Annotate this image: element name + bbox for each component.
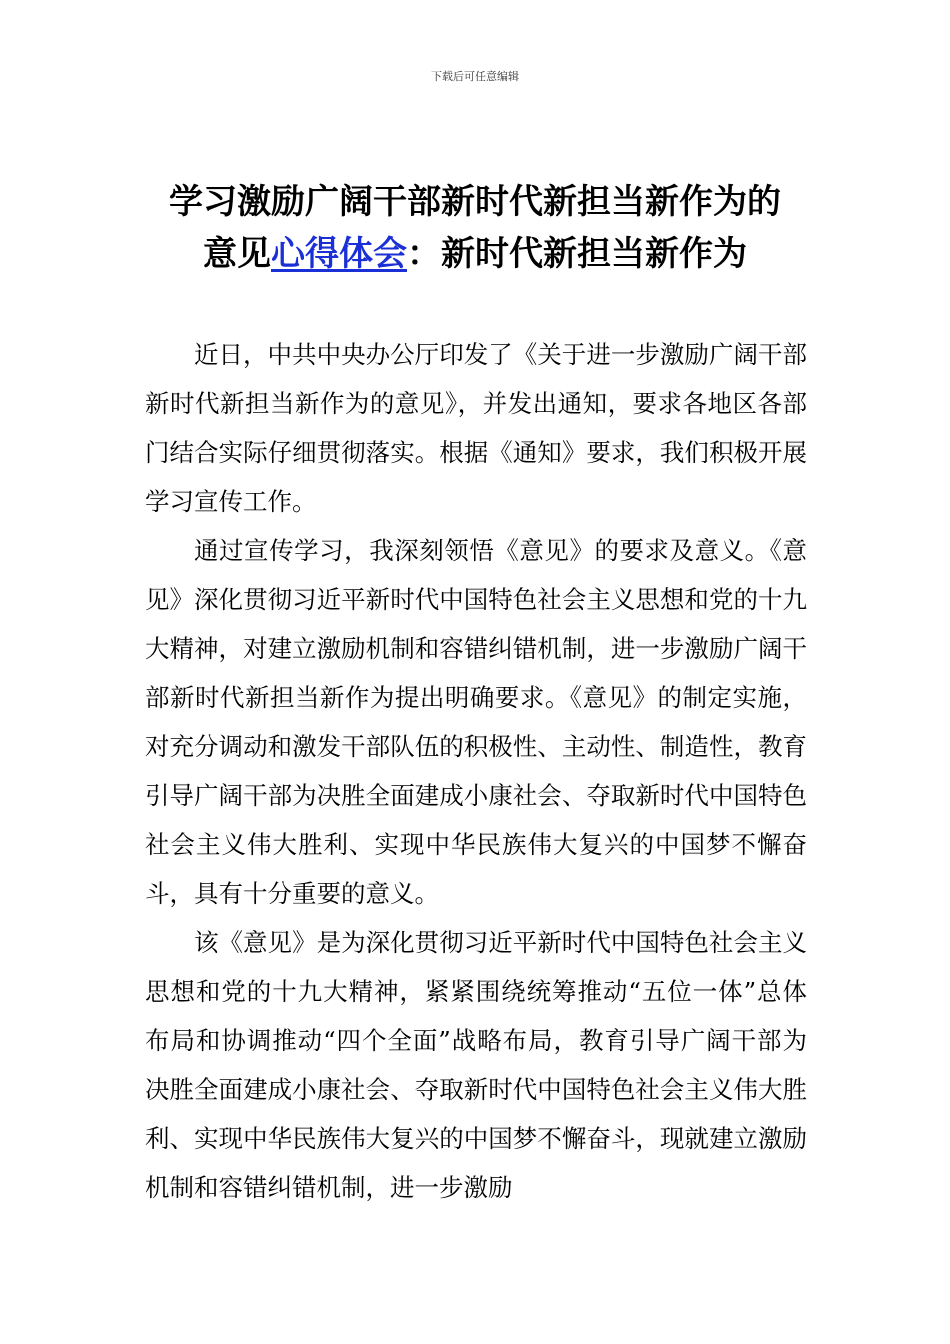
paragraph-1: 近日，中共中央办公厅印发了《关于进一步激励广阔干部新时代新担当新作为的意见》，并发出通知，要求各地区各部门结合实际仔细贯彻落实。根据《通知》要求，我们积极开展学习宣传工作。	[145, 340, 807, 516]
xindetihui-link[interactable]: 心得体会	[271, 234, 407, 274]
paragraph-2: 通过宣传学习，我深刻领悟《意见》的要求及意义。《意见》深化贯彻习近平新时代中国特色社会主义思想和党的十九大精神，对建立激励机制和容错纠错机制，进一步激励广阔干部新时代新担当新作为提出明确要求。《意见》的制定实施，对充分调动和激发干部队伍的积极性、主动性、制造性，教育引导广阔干部为决胜全面建成小康社会、夺取新时代中国特色社会主义伟大胜利、实现中华民族伟大复兴的中国梦不懈奋斗，具有十分重要的意义。	[145, 536, 807, 908]
paragraph-3: 该《意见》是为深化贯彻习近平新时代中国特色社会主义思想和党的十九大精神，紧紧围绕统筹推动“五位一体”总体布局和协调推动“四个全面”战略布局，教育引导广阔干部为决胜全面建成小康社会、夺取新时代中国特色社会主义伟大胜利、实现中华民族伟大复兴的中国梦不懈奋斗，现就建立激励机制和容错纠错机制，进一步激励	[145, 928, 807, 1202]
title-line-2-suffix: ：新时代新担当新作为	[407, 234, 747, 274]
title-line-2-prefix: 意见	[203, 234, 271, 274]
document-body	[145, 330, 807, 1212]
document-title	[110, 176, 840, 280]
title-line-2	[110, 228, 840, 280]
header-note: 下载后可任意编辑	[431, 70, 519, 83]
title-line-1: 学习激励广阔干部新时代新担当新作为的	[169, 182, 781, 222]
